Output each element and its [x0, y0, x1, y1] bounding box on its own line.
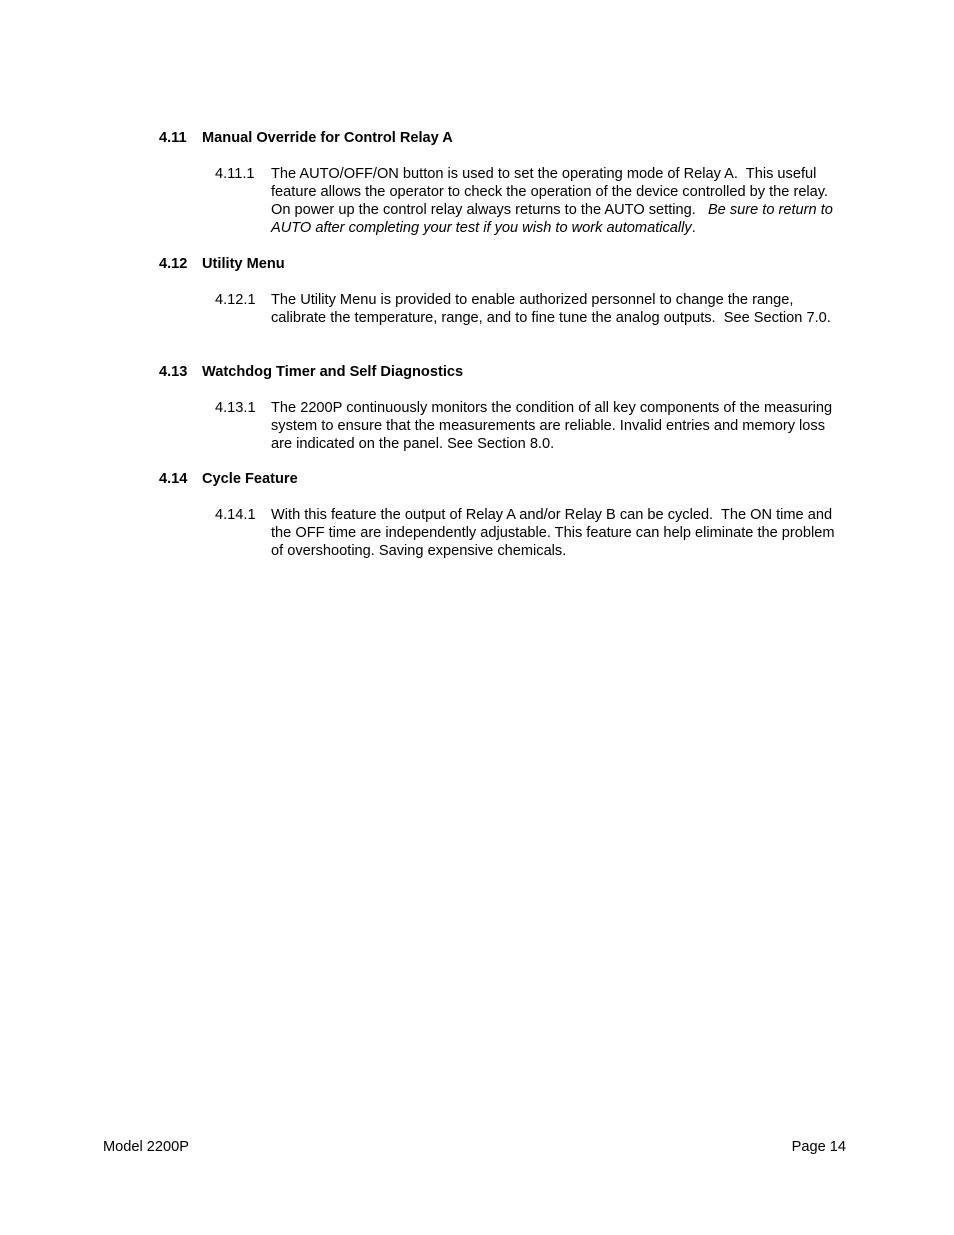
- footer-model: Model 2200P: [103, 1139, 190, 1155]
- paragraph-italic-note: Be sure to return to AUTO after completing your test if you wish to work automatically: [271, 202, 833, 236]
- paragraph-text: The Utility Menu is provided to enable authorized personnel to change the range, calibrate the temperature, range, and to fine tune the analog outputs. See Section 7.0.: [271, 292, 831, 326]
- paragraph: [159, 506, 849, 560]
- section-heading: [159, 129, 849, 147]
- paragraph-text: [271, 165, 841, 237]
- paragraph-text: With this feature the output of Relay A and/or Relay B can be cycled. The ON time and the OFF time are independently adjustable. This feature can help eliminate the problem of overshooting. Saving expensive chemicals.: [271, 507, 839, 559]
- section-title: Manual Override for Control Relay A: [202, 130, 453, 146]
- paragraph-body: The AUTO/OFF/ON button is used to set the operating mode of Relay A. This useful feature allows the operator to check the operation of the device controlled by the relay. On power up the control relay always returns to the AUTO setting.: [271, 166, 837, 218]
- section-title: Cycle Feature: [202, 471, 298, 487]
- section-title: Utility Menu: [202, 256, 285, 272]
- section-4-14: [159, 470, 849, 560]
- paragraph-number: 4.11.1: [215, 166, 255, 182]
- paragraph: [159, 165, 849, 237]
- section-number: 4.14: [159, 471, 188, 487]
- section-number: 4.11: [159, 130, 187, 146]
- paragraph-text: The 2200P continuously monitors the condition of all key components of the measuring system to ensure that the measurements are reliable. Invalid entries and memory loss are indicated on the panel. See Section 8.0.: [271, 400, 837, 452]
- section-heading: [159, 470, 849, 488]
- paragraph-number: 4.13.1: [215, 400, 256, 416]
- section-heading: [159, 363, 849, 381]
- paragraph: [159, 291, 849, 327]
- paragraph-end: .: [691, 220, 696, 236]
- paragraph-number: 4.14.1: [215, 507, 256, 523]
- section-number: 4.12: [159, 256, 188, 272]
- section-4-12: [159, 255, 849, 327]
- section-number: 4.13: [159, 364, 188, 380]
- section-4-13: [159, 363, 849, 453]
- section-4-11: [159, 129, 849, 237]
- section-heading: [159, 255, 849, 273]
- paragraph: [159, 399, 849, 453]
- paragraph-number: 4.12.1: [215, 292, 256, 308]
- footer-page-number: Page 14: [791, 1139, 846, 1155]
- section-title: Watchdog Timer and Self Diagnostics: [202, 364, 464, 380]
